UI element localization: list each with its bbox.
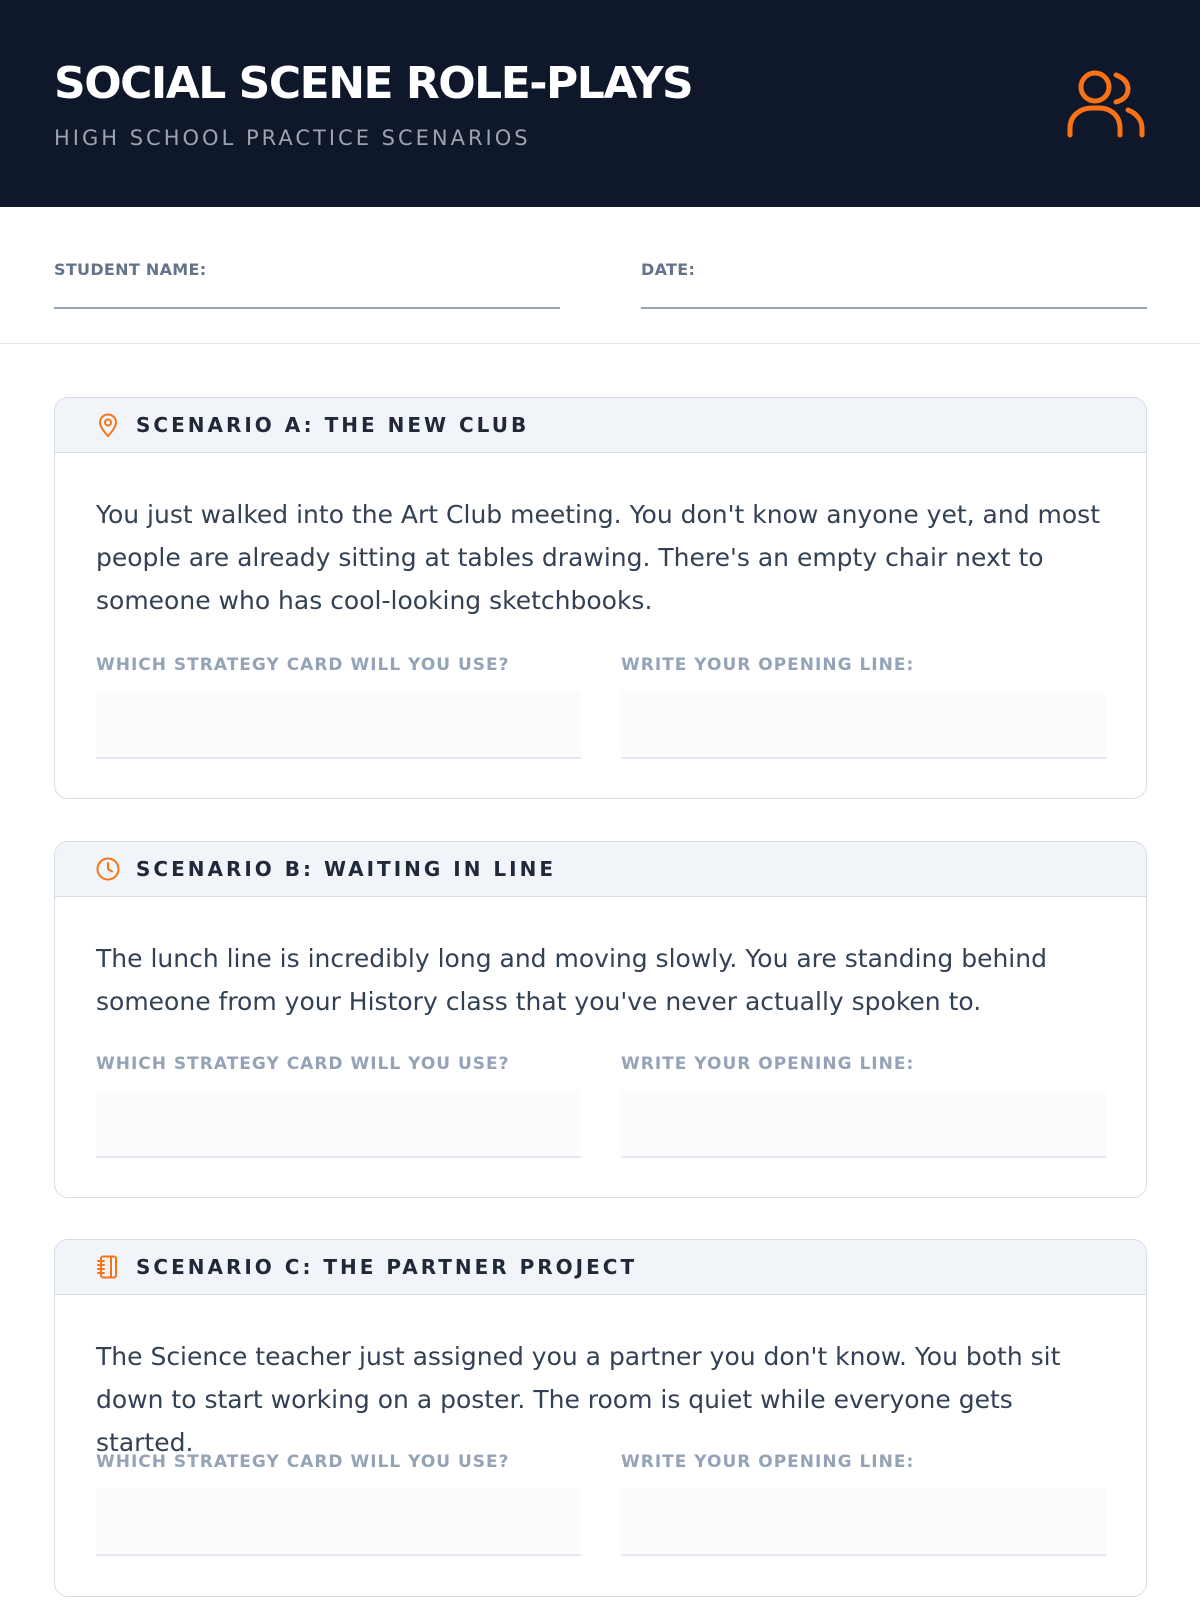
scenario-title: SCENARIO A: THE NEW CLUB — [136, 413, 530, 437]
student-name-field[interactable] — [54, 259, 560, 309]
scenario-card-b — [54, 841, 1147, 1198]
scenario-description: The Science teacher just assigned you a partner you don't know. You both sit down to start working on a poster. The room is quiet while everyone gets started. — [96, 1342, 1061, 1457]
strategy-card-input[interactable] — [96, 1488, 581, 1556]
opening-line-label: WRITE YOUR OPENING LINE: — [621, 655, 915, 675]
strategy-card-label: WHICH STRATEGY CARD WILL YOU USE? — [96, 1452, 510, 1472]
scenario-card-a — [54, 397, 1147, 799]
scenario-card-c — [54, 1239, 1147, 1597]
map-pin-icon — [95, 412, 121, 438]
strategy-card-label: WHICH STRATEGY CARD WILL YOU USE? — [96, 1054, 510, 1074]
scenario-description: The lunch line is incredibly long and moving slowly. You are standing behind someone from your History class that you've never actually spoken to. — [96, 944, 1047, 1016]
page-subtitle: HIGH SCHOOL PRACTICE SCENARIOS — [54, 126, 531, 150]
users-icon — [1066, 68, 1146, 140]
page-header — [0, 0, 1200, 207]
scenario-title: SCENARIO C: THE PARTNER PROJECT — [136, 1255, 638, 1279]
scenario-header — [55, 1240, 1146, 1295]
opening-line-label: WRITE YOUR OPENING LINE: — [621, 1452, 915, 1472]
student-name-label: STUDENT NAME: — [54, 260, 207, 279]
notebook-icon — [95, 1254, 121, 1280]
scenario-title: SCENARIO B: WAITING IN LINE — [136, 857, 556, 881]
page-title: SOCIAL SCENE ROLE-PLAYS — [54, 58, 693, 109]
strategy-card-input[interactable] — [96, 1090, 581, 1158]
opening-line-input[interactable] — [621, 691, 1106, 759]
strategy-card-input[interactable] — [96, 691, 581, 759]
date-label: DATE: — [641, 260, 696, 279]
student-info — [0, 207, 1200, 344]
opening-line-input[interactable] — [621, 1488, 1106, 1556]
opening-line-input[interactable] — [621, 1090, 1106, 1158]
scenario-description: You just walked into the Art Club meeting. You don't know anyone yet, and most people are already sitting at tables drawing. There's an empty chair next to someone who has cool-looking sketchbooks. — [96, 500, 1101, 615]
date-field[interactable] — [641, 259, 1147, 309]
scenario-header — [55, 398, 1146, 453]
opening-line-label: WRITE YOUR OPENING LINE: — [621, 1054, 915, 1074]
clock-icon — [95, 856, 121, 882]
scenario-header — [55, 842, 1146, 897]
strategy-card-label: WHICH STRATEGY CARD WILL YOU USE? — [96, 655, 510, 675]
